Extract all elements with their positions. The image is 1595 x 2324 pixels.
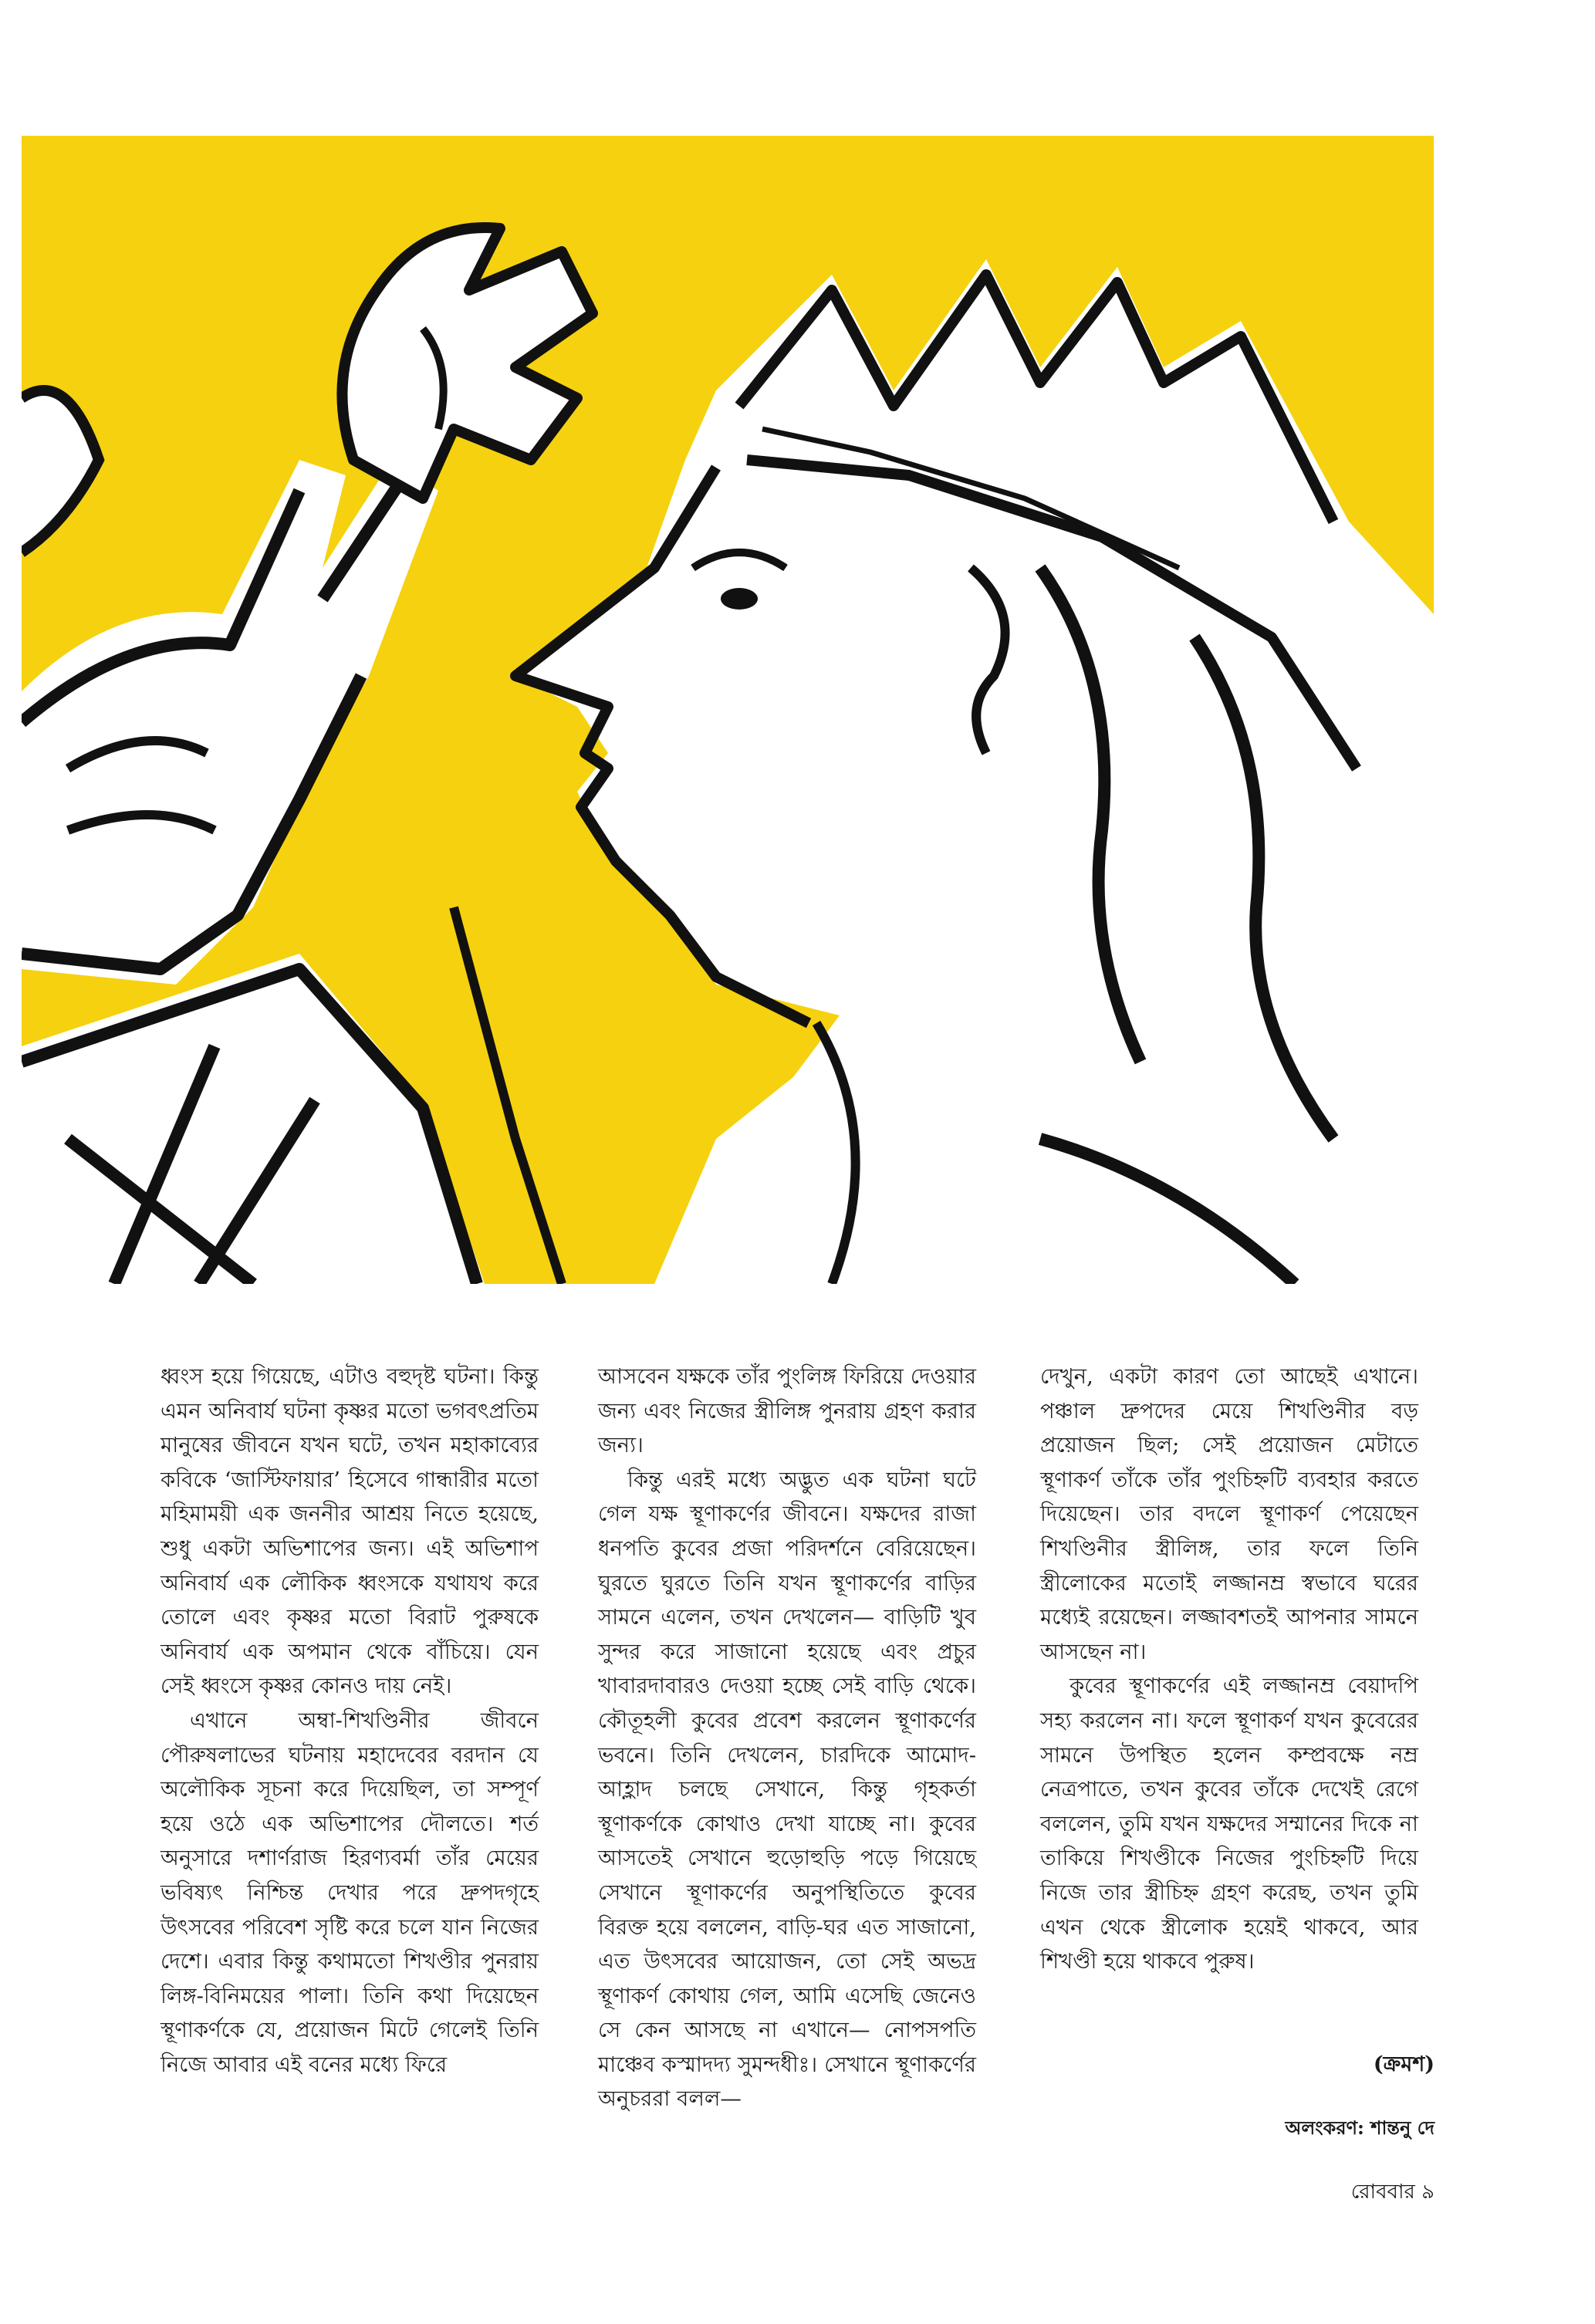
crowned-figure-illustration bbox=[22, 136, 1434, 1284]
illustration-credit: অলংকরণ: শান্তনু দে bbox=[1285, 2116, 1434, 2139]
paragraph: এখানে অম্বা-শিখণ্ডিনীর জীবনে পৌরুষলাভের ঘটনায় মহাদেবের বরদান যে অলৌকিক সূচনা করে দিয়েছিল, তা সম্পূর্ণ হয়ে ওঠে এক অভিশাপের দৌলতে। শর্ত অনুসারে দশার্ণরাজ হিরণ্যবর্মা তাঁর মেয়ের ভবিষ্যৎ নিশ্চিন্ত দেখার পরে দ্রুপদগৃহে উৎসবের পরিবেশ সৃষ্টি করে চলে যান নিজের দেশে। এবার কিন্তু কথামতো শিখণ্ডীর পুনরায় লিঙ্গ-বিনিময়ের পালা। তিনি কথা দিয়েছেন স্থূণাকর্ণকে যে, প্রয়োজন মিটে গেলেই তিনি নিজে আবার এই বনের মধ্যে ফিরে bbox=[161, 1708, 539, 2077]
continued-marker: (ক্রমশ) bbox=[1373, 2052, 1434, 2076]
article-column-2 bbox=[598, 1360, 976, 2116]
paragraph: দেখুন, একটা কারণ তো আছেই এখানে। পঞ্চাল দ্রুপদের মেয়ে শিখণ্ডিনীর বড় প্রয়োজন ছিল; সেই প্রয়োজন মেটাতে স্থূণাকর্ণ তাঁকে তাঁর পুংচিহ্নটি ব্যবহার করতে দিয়েছেন। তার বদলে স্থূণাকর্ণ পেয়েছেন শিখণ্ডিনীর স্ত্রীলিঙ্গ, তার ফলে তিনি স্ত্রীলোকের মতোই লজ্জানম্র স্বভাবে ঘরের মধ্যেই রয়েছেন। লজ্জাবশতই আপনার সামনে আসছেন না। bbox=[1040, 1364, 1418, 1664]
paragraph: কুবের স্থূণাকর্ণের এই লজ্জানম্র বেয়াদপি সহ্য করলেন না। ফলে স্থূণাকর্ণ যখন কুবেরের সামনে উপস্থিত হলেন কম্প্রবক্ষে নম্র নেত্রপাতে, তখন কুবের তাঁকে দেখেই রেগে বললেন, তুমি যখন যক্ষদের সম্মানের দিকে না তাকিয়ে শিখণ্ডীকে নিজের পুংচিহ্নটি দিয়ে নিজে তার স্ত্রীচিহ্ন গ্রহণ করেছ, তখন তুমি এখন থেকে স্ত্রীলোক হয়েই থাকবে, আর শিখণ্ডী হয়ে থাকবে পুরুষ। bbox=[1040, 1674, 1418, 1974]
paragraph: আসবেন যক্ষকে তাঁর পুংলিঙ্গ ফিরিয়ে দেওয়ার জন্য এবং নিজের স্ত্রীলিঙ্গ পুনরায় গ্রহণ করার জন্য। bbox=[598, 1364, 976, 1458]
article-column-1 bbox=[161, 1360, 539, 2082]
article-column-3 bbox=[1040, 1360, 1418, 1979]
paragraph: ধ্বংস হয়ে গিয়েছে, এটাও বহুদৃষ্ট ঘটনা। কিন্তু এমন অনিবার্য ঘটনা কৃষ্ণর মতো ভগবৎপ্রতিম মানুষের জীবনে যখন ঘটে, তখন মহাকাব্যের কবিকে ‘জাস্টিফায়ার’ হিসেবে গান্ধারীর মতো মহিমাময়ী এক জননীর আশ্রয় নিতে হয়েছে, শুধু একটা অভিশাপের জন্য। এই অভিশাপ অনিবার্য এক লৌকিক ধ্বংসকে যথাযথ করে তোলে এবং কৃষ্ণর মতো বিরাট পুরুষকে অনিবার্য এক অপমান থেকে বাঁচিয়ে। যেন সেই ধ্বংসে কৃষ্ণর কোনও দায় নেই। bbox=[161, 1364, 539, 1699]
illustration bbox=[22, 136, 1434, 1284]
paragraph: কিন্তু এরই মধ্যে অদ্ভুত এক ঘটনা ঘটে গেল যক্ষ স্থূণাকর্ণের জীবনে। যক্ষদের রাজা ধনপতি কুবের প্রজা পরিদর্শনে বেরিয়েছেন। ঘুরতে ঘুরতে তিনি যখন স্থূণাকর্ণের বাড়ির সামনে এলেন, তখন দেখলেন— বাড়িটি খুব সুন্দর করে সাজানো হয়েছে এবং প্রচুর খাবারদাবারও দেওয়া হচ্ছে সেই বাড়ি থেকে। কৌতূহলী কুবের প্রবেশ করলেন স্থূণাকর্ণের ভবনে। তিনি দেখলেন, চারদিকে আমোদ-আহ্লাদ চলছে সেখানে, কিন্তু গৃহকর্তা স্থূণাকর্ণকে কোথাও দেখা যাচ্ছে না। কুবের আসতেই সেখানে হুড়োহুড়ি পড়ে গিয়েছে সেখানে স্থূণাকর্ণের অনুপস্থিতিতে কুবের বিরক্ত হয়ে বললেন, বাড়ি-ঘর এত সাজানো, এত উৎসবের আয়োজন, তো সেই অভদ্র স্থূণাকর্ণ কোথায় গেল, আমি এসেছি জেনেও সে কেন আসছে না এখানে— নোপসপতি মাঞ্চেব কস্মাদদ্য সুমন্দধীঃ। সেখানে স্থূণাকর্ণের অনুচররা বলল— bbox=[598, 1467, 976, 2112]
page-footer: রোববার ৯ bbox=[1350, 2180, 1434, 2204]
